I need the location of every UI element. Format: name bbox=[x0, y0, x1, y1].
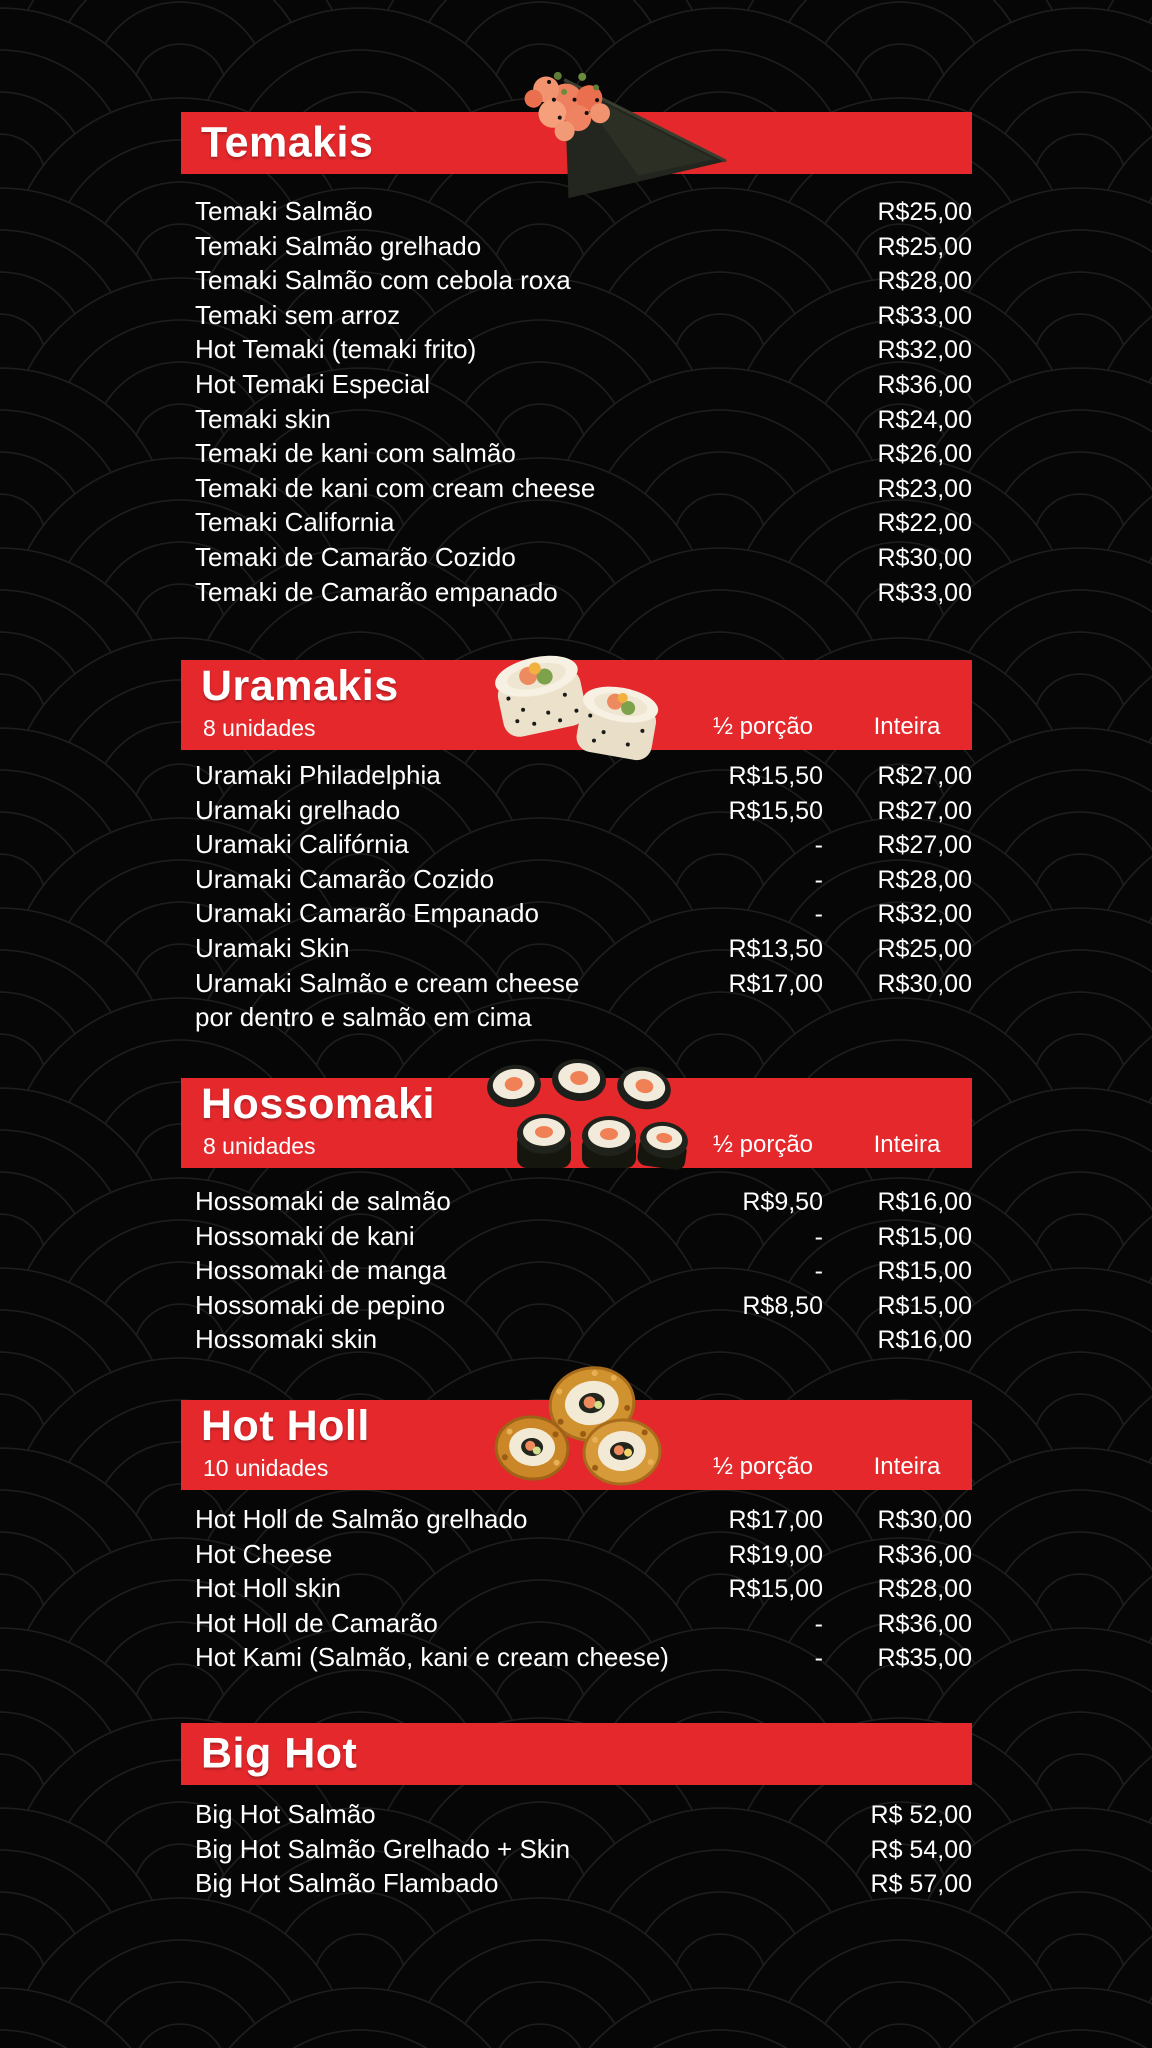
menu-section-temakis bbox=[181, 112, 972, 611]
item-price-whole: R$22,00 bbox=[877, 509, 972, 538]
item-name: Hossomaki skin bbox=[195, 1324, 378, 1355]
item-price-whole: R$28,00 bbox=[877, 865, 972, 894]
menu-item-row bbox=[181, 1573, 972, 1608]
item-name: Temaki sem arroz bbox=[195, 299, 401, 330]
item-price-whole: R$25,00 bbox=[877, 934, 972, 963]
item-price-whole: R$27,00 bbox=[877, 831, 972, 860]
item-name: Temaki de Camarão empanado bbox=[195, 576, 558, 607]
item-price-whole: R$23,00 bbox=[877, 474, 972, 503]
menu-item-row bbox=[181, 369, 972, 404]
section-subtitle: 10 unidades bbox=[203, 1455, 329, 1481]
menu-section-hossomaki bbox=[181, 1078, 972, 1359]
item-name: Hot Temaki Especial bbox=[195, 368, 431, 399]
item-name: Hossomaki de pepino bbox=[195, 1289, 446, 1320]
item-name: Uramaki Skin bbox=[195, 932, 350, 963]
section-title: Uramakis bbox=[201, 662, 399, 710]
item-price-whole: R$32,00 bbox=[877, 900, 972, 929]
item-price-whole: R$26,00 bbox=[877, 440, 972, 469]
item-price-whole: R$15,00 bbox=[877, 1222, 972, 1251]
menu-item-row bbox=[181, 1186, 972, 1221]
item-list bbox=[181, 1186, 972, 1359]
item-list bbox=[181, 760, 972, 1037]
menu-item-row bbox=[181, 577, 972, 612]
item-price-whole: R$36,00 bbox=[877, 1609, 972, 1638]
item-name: Temaki de Camarão Cozido bbox=[195, 541, 516, 572]
column-whole-portion-label: Inteira bbox=[873, 713, 941, 740]
section-title: Big Hot bbox=[201, 1729, 358, 1778]
item-name: Hot Temaki (temaki frito) bbox=[195, 334, 477, 365]
menu-section-hotholl bbox=[181, 1400, 972, 1677]
item-name: Uramaki Califórnia bbox=[195, 829, 409, 860]
item-price-whole: R$33,00 bbox=[877, 301, 972, 330]
item-price-whole: R$25,00 bbox=[877, 232, 972, 261]
item-price-whole: R$27,00 bbox=[877, 796, 972, 825]
item-price-half-portion: - bbox=[814, 865, 823, 894]
item-name: Temaki de kani com salmão bbox=[195, 438, 516, 469]
section-title: Hot Holl bbox=[201, 1402, 370, 1450]
menu-item-row bbox=[181, 300, 972, 335]
item-list bbox=[181, 1504, 972, 1677]
price-column-headers bbox=[703, 1131, 972, 1159]
section-header-bar bbox=[181, 1723, 972, 1785]
menu-item-row bbox=[181, 829, 972, 864]
item-name: Temaki de kani com cream cheese bbox=[195, 472, 596, 503]
item-price-whole: R$15,00 bbox=[877, 1291, 972, 1320]
item-price-whole: R$24,00 bbox=[877, 405, 972, 434]
item-name: Temaki Salmão com cebola roxa bbox=[195, 265, 571, 296]
item-price-half-portion: - bbox=[814, 831, 823, 860]
menu-item-row bbox=[181, 1324, 972, 1359]
item-price-half-portion: R$17,00 bbox=[728, 969, 823, 998]
price-column-headers bbox=[703, 1453, 972, 1481]
section-title: Hossomaki bbox=[201, 1080, 435, 1128]
item-price-half-portion: - bbox=[814, 1222, 823, 1251]
item-name: Uramaki Camarão Cozido bbox=[195, 863, 495, 894]
item-price-whole: R$32,00 bbox=[877, 336, 972, 365]
item-name: Temaki California bbox=[195, 507, 395, 538]
item-price-whole: R$28,00 bbox=[877, 1575, 972, 1604]
column-half-portion-label: ½ porção bbox=[712, 713, 814, 740]
item-name: Uramaki grelhado bbox=[195, 794, 401, 825]
item-price-whole: R$30,00 bbox=[877, 543, 972, 572]
item-name: por dentro e salmão em cima bbox=[195, 1002, 532, 1033]
item-price-half-portion: R$15,50 bbox=[728, 796, 823, 825]
item-name: Big Hot Salmão Grelhado + Skin bbox=[195, 1833, 571, 1864]
item-name: Big Hot Salmão Flambado bbox=[195, 1868, 499, 1899]
menu-item-row bbox=[181, 1255, 972, 1290]
item-price-half-portion: R$13,50 bbox=[728, 934, 823, 963]
menu-item-row bbox=[181, 1504, 972, 1539]
menu-item-row bbox=[181, 1608, 972, 1643]
item-name: Hot Holl de Camarão bbox=[195, 1607, 438, 1638]
menu-item-row bbox=[181, 1221, 972, 1256]
item-price-whole: R$16,00 bbox=[877, 1188, 972, 1216]
item-price-half-portion: - bbox=[814, 1609, 823, 1638]
item-price-half-portion: R$17,00 bbox=[728, 1506, 823, 1534]
menu-item-row bbox=[181, 196, 972, 231]
menu-item-row bbox=[181, 438, 972, 473]
item-price-half-portion: - bbox=[814, 1257, 823, 1286]
menu-item-row bbox=[181, 1539, 972, 1574]
section-title: Temakis bbox=[201, 118, 374, 167]
item-price-half-portion: R$15,50 bbox=[728, 762, 823, 790]
menu-section-uramakis bbox=[181, 660, 972, 1037]
menu-item-row bbox=[181, 760, 972, 795]
menu-item-row bbox=[181, 1868, 972, 1903]
item-price-half-portion: R$8,50 bbox=[742, 1291, 823, 1320]
item-list bbox=[181, 1799, 972, 1903]
item-price-half-portion: - bbox=[814, 900, 823, 929]
item-price-whole: R$ 52,00 bbox=[870, 1801, 972, 1829]
item-price-half-portion: R$15,00 bbox=[728, 1575, 823, 1604]
item-name: Hossomaki de kani bbox=[195, 1220, 415, 1251]
column-whole-portion-label: Inteira bbox=[873, 1131, 941, 1158]
item-name: Uramaki Philadelphia bbox=[195, 760, 441, 790]
menu-item-row bbox=[181, 542, 972, 577]
item-price-whole: R$36,00 bbox=[877, 1540, 972, 1569]
menu-item-row bbox=[181, 265, 972, 300]
item-name: Hot Cheese bbox=[195, 1538, 333, 1569]
menu-item-row bbox=[181, 1290, 972, 1325]
section-header-bar bbox=[181, 1400, 972, 1490]
item-price-half-portion: R$9,50 bbox=[742, 1188, 823, 1216]
item-price-whole: R$33,00 bbox=[877, 578, 972, 607]
item-name: Temaki Salmão grelhado bbox=[195, 230, 482, 261]
menu-item-row bbox=[181, 231, 972, 266]
menu-item-row bbox=[181, 864, 972, 899]
column-half-portion-label: ½ porção bbox=[712, 1453, 814, 1480]
menu-item-row bbox=[181, 968, 972, 1003]
menu-item-row bbox=[181, 473, 972, 508]
item-name: Big Hot Salmão bbox=[195, 1799, 376, 1829]
item-list bbox=[181, 196, 972, 611]
item-name: Hossomaki de manga bbox=[195, 1255, 447, 1286]
menu-item-row bbox=[181, 1799, 972, 1834]
item-price-whole: R$25,00 bbox=[877, 198, 972, 226]
menu-item-row bbox=[181, 898, 972, 933]
item-name: Hossomaki de salmão bbox=[195, 1186, 451, 1216]
item-name: Temaki Salmão bbox=[195, 196, 373, 226]
item-price-whole: R$ 54,00 bbox=[870, 1835, 972, 1864]
item-price-whole: R$ 57,00 bbox=[870, 1870, 972, 1899]
section-header-bar bbox=[181, 1078, 972, 1168]
section-subtitle: 8 unidades bbox=[203, 715, 316, 741]
price-column-headers bbox=[703, 713, 972, 741]
section-header-bar bbox=[181, 112, 972, 174]
section-subtitle: 8 unidades bbox=[203, 1133, 316, 1159]
item-name: Hot Holl de Salmão grelhado bbox=[195, 1504, 528, 1534]
menu-item-row bbox=[181, 795, 972, 830]
item-price-whole: R$35,00 bbox=[877, 1644, 972, 1673]
item-price-whole: R$15,00 bbox=[877, 1257, 972, 1286]
menu-item-row bbox=[181, 507, 972, 542]
item-price-half-portion: R$19,00 bbox=[728, 1540, 823, 1569]
menu-item-row bbox=[181, 404, 972, 439]
item-price-whole: R$27,00 bbox=[877, 762, 972, 790]
menu-item-row bbox=[181, 1834, 972, 1869]
column-half-portion-label: ½ porção bbox=[712, 1131, 814, 1158]
menu-item-row bbox=[181, 1642, 972, 1677]
menu-item-row bbox=[181, 334, 972, 369]
menu-section-bighot bbox=[181, 1723, 972, 1903]
section-header-bar bbox=[181, 660, 972, 750]
item-price-half-portion: - bbox=[814, 1644, 823, 1673]
item-price-whole: R$28,00 bbox=[877, 267, 972, 296]
item-price-whole: R$30,00 bbox=[877, 969, 972, 998]
item-name: Hot Holl skin bbox=[195, 1573, 341, 1604]
item-name: Temaki skin bbox=[195, 403, 331, 434]
menu-item-row bbox=[181, 933, 972, 968]
item-price-whole: R$30,00 bbox=[877, 1506, 972, 1534]
item-name: Uramaki Salmão e cream cheese bbox=[195, 967, 580, 998]
column-whole-portion-label: Inteira bbox=[873, 1453, 941, 1480]
item-price-whole: R$16,00 bbox=[877, 1326, 972, 1355]
item-price-whole: R$36,00 bbox=[877, 370, 972, 399]
item-name: Hot Kami (Salmão, kani e cream cheese) bbox=[195, 1642, 669, 1673]
item-name: Uramaki Camarão Empanado bbox=[195, 898, 539, 929]
menu-item-row bbox=[181, 1002, 972, 1037]
